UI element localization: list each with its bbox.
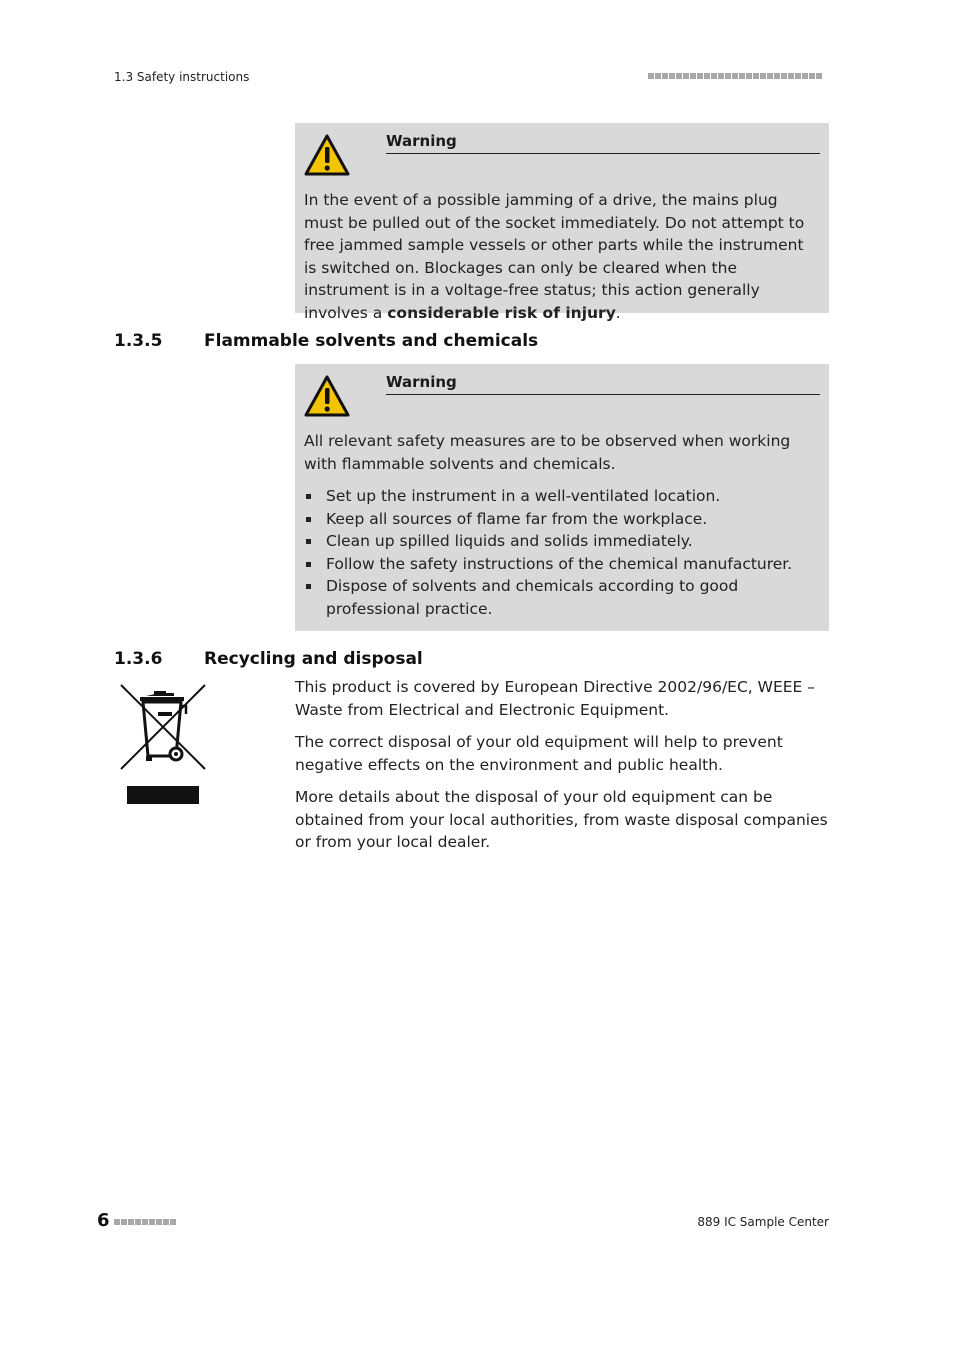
safety-measures-list [304,485,817,620]
section-number: 1.3.5 [114,331,163,351]
list-item: Follow the safety instructions of the chemical manufacturer. [304,553,817,576]
product-name: 889 IC Sample Center [697,1215,829,1229]
section-heading-flammable [114,331,538,351]
warning-box-jamming [295,123,829,322]
list-item: Keep all sources of flame far from the workplace. [304,508,817,531]
warning-triangle-icon [304,134,350,176]
crossed-out-wheelie-bin-icon [118,684,208,808]
warning-title: Warning [386,132,820,154]
recycling-text [295,676,829,864]
list-item: Dispose of solvents and chemicals according to good professional practice. [304,575,817,620]
warning-body [304,189,817,324]
running-header: 1.3 Safety instructions [114,70,250,84]
warning-title: Warning [386,373,820,395]
list-item: Clean up spilled liquids and solids immediately. [304,530,817,553]
section-title: Recycling and disposal [204,649,423,669]
warning-box-flammable [295,364,829,631]
warning-emphasis: considerable risk of injury [387,303,616,322]
paragraph: This product is covered by European Directive 2002/96/EC, WEEE – Waste from Electrical and Electronic Equipment. [295,678,816,719]
section-title: Flammable solvents and chemicals [204,331,539,351]
warning-text: In the event of a possible jamming of a drive, the mains plug must be pulled out of the socket immediately. Do not attempt to free jammed sample vessels or other parts while the instrument is switched on. Blockages can only be cleared when the instrument is in a voltage-free status; this action generally involves a considerable risk of injury. [304,191,805,322]
paragraph: The correct disposal of your old equipment will help to prevent negative effects on the environment and public health. [295,733,783,774]
warning-body [304,430,817,620]
paragraph: More details about the disposal of your old equipment can be obtained from your local authorities, from waste disposal companies or from your local dealer. [295,788,828,851]
page-number: 6 [97,1210,110,1231]
list-item: Set up the instrument in a well-ventilated location. [304,485,817,508]
section-number: 1.3.6 [114,649,163,669]
section-heading-recycling [114,649,423,669]
header-decor-squares [648,73,822,79]
footer-decor-squares [114,1219,176,1225]
warning-triangle-icon [304,375,350,417]
warning-intro: All relevant safety measures are to be observed when working with flammable solvents and chemicals. [304,432,791,473]
